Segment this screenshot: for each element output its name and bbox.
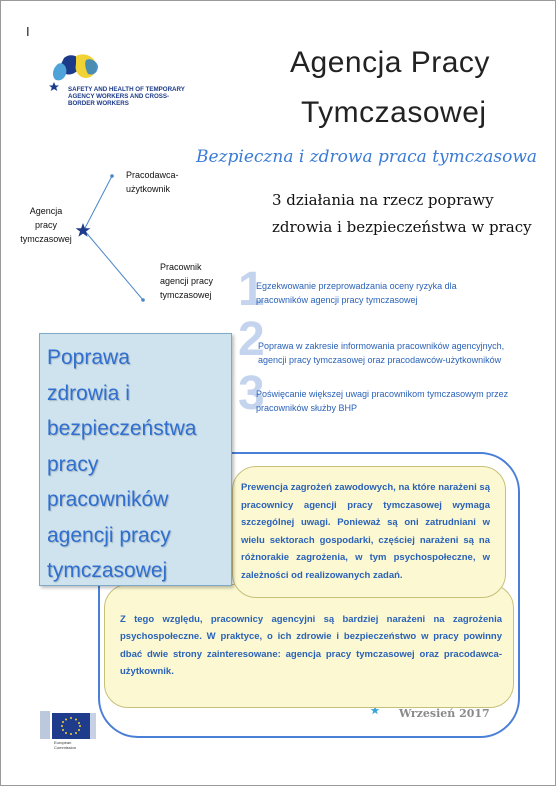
diagram-line-user	[84, 176, 112, 230]
publication-date: Wrzesień 2017	[399, 707, 490, 720]
diagram-node-worker	[141, 298, 145, 302]
action-text-3	[256, 387, 536, 415]
diagram-label-worker-line3: tymczasowej	[160, 290, 212, 300]
page-mark: I	[26, 24, 30, 39]
diagram-label-worker-line2: agencji pracy	[160, 276, 214, 286]
diagram-label-user-line1: Pracodawca-	[126, 170, 179, 180]
action-number-2: 2	[238, 313, 265, 366]
highlight-line-5: pracowników	[47, 488, 169, 511]
subtitle: Bezpieczna i zdrowa praca tymczasowa	[196, 147, 538, 167]
action-text-2-line2: agencji pracy tymczasowej oraz pracodawców-użytkowników	[258, 355, 502, 365]
diagram-label-worker-line1: Pracownik	[160, 262, 202, 272]
diagram-label-user-line2: użytkownik	[126, 184, 171, 194]
highlight-line-2: zdrowia i	[47, 381, 130, 405]
actions-heading-line2: zdrowia i bezpieczeństwa w pracy	[272, 218, 532, 236]
action-number-3: 3	[238, 367, 265, 420]
paragraph-prevention: Prewencja zagrożeń zawodowych, na które narażeni są pracownicy agencji pracy tymczasowej wymaga szczególnej uwagi. Ponieważ są oni zatrudniani w wielu sektorach gospodarki, częściej narażeni są na różnorakie zagrożenia, w tym psychospołeczne, w zależności od realizowanych zadań.	[241, 482, 490, 581]
highlight-line-4: pracy	[47, 452, 99, 476]
project-logo-text: SAFETY AND HEALTH OF TEMPORARY AGENCY WORKERS AND CROSS-BORDER WORKERS	[68, 86, 185, 107]
title-line1: Agencja Pracy	[290, 46, 490, 79]
eu-logo-text-line1: European	[54, 740, 72, 745]
highlight-box-text	[47, 340, 227, 589]
diagram-label-agency	[16, 204, 76, 246]
diagram-node-user	[110, 174, 114, 178]
action-text-1-line1: Egzekwowanie przeprowadzania oceny ryzyka dla	[256, 281, 457, 291]
diagram-label-worker	[160, 260, 213, 302]
action-text-2	[258, 339, 538, 367]
eu-logo-text	[54, 740, 76, 750]
eu-logo-text-line2: Commission	[54, 745, 77, 750]
diagram-label-agency-line3: tymczasowej	[20, 234, 72, 244]
highlight-line-7: tymczasowej	[47, 559, 168, 582]
highlight-line-3: bezpieczeństwa	[47, 417, 197, 440]
diagram-line-worker	[84, 230, 143, 300]
diagram-label-agency-line2: pracy	[34, 220, 57, 230]
action-text-3-line1: Poświęcanie większej uwagi pracownikom tymczasowym przez	[256, 389, 509, 399]
action-text-1	[256, 279, 536, 307]
paragraph-responsibility: Z tego względu, pracownicy agencyjni są bardziej narażeni na zagrożenia psychospołeczne. W praktyce, o ich zdrowie i bezpieczeństwo w pracy powinny dbać dwie strony zainteresowane: agencja pracy tymczasowej oraz pracodawca-użytkownik.	[120, 614, 502, 678]
action-text-1-line2: pracowników agencji pracy tymczasowej	[256, 295, 418, 305]
highlight-line-6: agencji pracy	[47, 523, 171, 547]
diagram-label-agency-line1: Agencja	[29, 206, 63, 216]
diagram-label-user	[126, 168, 179, 196]
action-text-2-line1: Poprawa w zakresie informowania pracowników agencyjnych,	[258, 341, 505, 351]
actions-heading-line1: 3 działania na rzecz poprawy	[272, 191, 494, 209]
title-line2: Tymczasowej	[301, 96, 487, 129]
action-number-1: 1	[238, 263, 265, 316]
highlight-line-1: Poprawa	[47, 346, 130, 369]
action-text-3-line2: pracowników służby BHP	[256, 403, 358, 413]
